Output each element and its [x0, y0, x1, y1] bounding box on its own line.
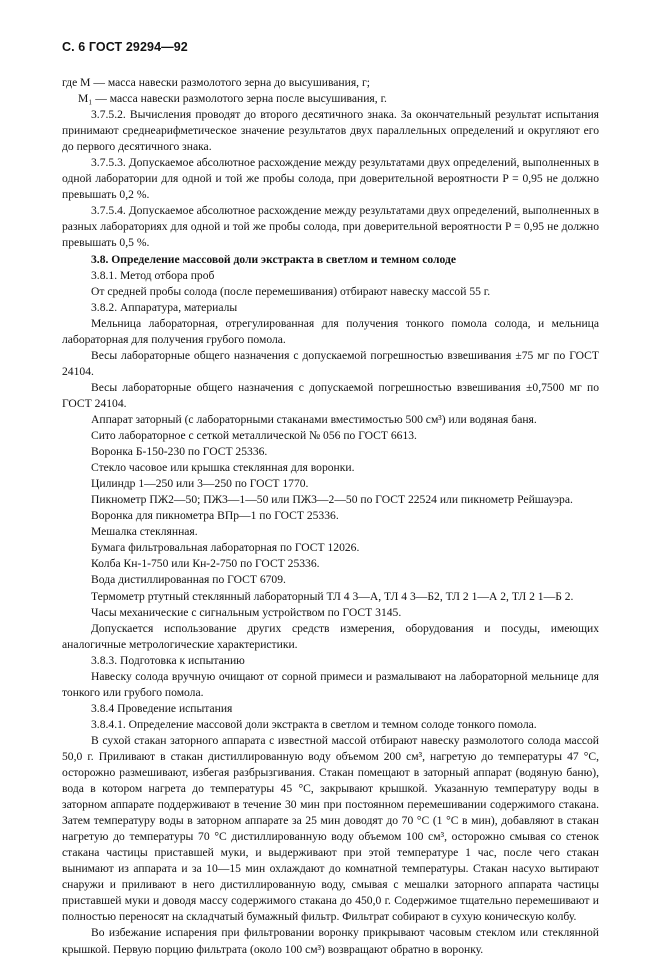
paragraph: Воронка Б-150-230 по ГОСТ 25336.	[91, 445, 268, 459]
page-header: С. 6 ГОСТ 29294—92	[62, 40, 188, 54]
paragraph: Мельница лабораторная, отрегулированная для получения тонкого помола солода, и мельница лабораторная для получения грубого помола.	[62, 316, 599, 346]
paragraph: 3.7.5.4. Допускаемое абсолютное расхождение между результатами двух определений, выполненных в разных лабораториях для одной и той же пробы солода, при доверительной вероятности P = 0,95 не должно превышать 0,5 %.	[62, 204, 599, 250]
paragraph: 3.8.3. Подготовка к испытанию	[91, 653, 245, 667]
paragraph: Пикнометр ПЖ2—50; ПЖ3—1—50 или ПЖ3—2—50 по ГОСТ 22524 или пикнометр Рейшауэра.	[91, 493, 573, 507]
paragraph: Навеску солода вручную очищают от сорной примеси и размалывают на лабораторной мельнице для тонкого или грубого помола.	[62, 669, 599, 699]
paragraph: 3.7.5.2. Вычисления проводят до второго десятичного знака. За окончательный результат испытания принимают среднеарифметическое значение результатов двух параллельных определений и округляют его до первого десятичного знака.	[62, 108, 599, 154]
paragraph: В сухой стакан заторного аппарата с известной массой отбирают навеску размолотого солода массой 50,0 г. Приливают в стакан дистиллированную воду объемом 200 см³, нагретую до температуры 47 °С, осторожно размешивают, избегая разбрызгивания. Стакан помещают в заторный аппарат (водяную баню), вода в котором нагрета до температуры 45 °С, закрывают крышкой. Указанную температуру воды в заторном аппарате поддерживают в течение 30 мин при постоянном перемешивании содержимого стакана. Затем температуру воды в заторном аппарате за 25 мин доводят до 70 °С (1 °С в мин), добавляют в стакан нагретую до температуры 70 °С дистиллированную воду объемом 100 см³, осторожно смывая со стенок стакана частицы приставшей муки, и выдерживают при этой температуре 1 час, после чего стакан вынимают из аппарата и за 10—15 мин охлаждают до комнатной температуры. Стакан насухо вытирают снаружи и приливают в него дистиллированную воду, смывая с мешалки заторного аппарата частицы приставшей муки и доводя массу содержимого стакана до 450,0 г. Содержимое тщательно перемешивают и полностью переносят на складчатый бумажный фильтр. Фильтрат собирают в сухую коническую колбу.	[62, 733, 599, 924]
paragraph: Воронка для пикнометра ВПр—1 по ГОСТ 25336.	[91, 509, 339, 523]
paragraph: Допускается использование других средств измерения, оборудования и посуды, имеющих аналогичные метрологические характеристики.	[62, 621, 599, 651]
paragraph: 3.8.1. Метод отбора проб	[91, 268, 215, 282]
paragraph: Весы лабораторные общего назначения с допускаемой погрешностью взвешивания ±0,7500 мг по ГОСТ 24104.	[62, 380, 599, 410]
document-body	[62, 75, 599, 958]
section-heading: 3.8. Определение массовой доли экстракта в светлом и темном солоде	[91, 252, 457, 266]
paragraph: Колба Кн-1-750 или Кн-2-750 по ГОСТ 25336.	[91, 557, 320, 571]
paragraph: Стекло часовое или крышка стеклянная для воронки.	[91, 461, 355, 475]
paragraph: Бумага фильтровальная лабораторная по ГОСТ 12026.	[91, 541, 360, 555]
paragraph: Вода дистиллированная по ГОСТ 6709.	[91, 573, 286, 587]
paragraph: Аппарат заторный (с лабораторными стаканами вместимостью 500 см³) или водяная баня.	[91, 412, 537, 426]
paragraph: От средней пробы солода (после перемешивания) отбирают навеску массой 55 г.	[91, 284, 491, 298]
paragraph: Термометр ртутный стеклянный лабораторный ТЛ 4 3—А, ТЛ 4 3—Б2, ТЛ 2 1—А 2, ТЛ 2 1—Б 2.	[91, 589, 574, 603]
paragraph: Во избежание испарения при фильтровании воронку прикрывают часовым стеклом или стеклянной крышкой. Первую порцию фильтрата (около 100 см³) возвращают обратно в воронку.	[62, 926, 599, 956]
paragraph: 3.8.4.1. Определение массовой доли экстракта в светлом и темном солоде тонкого помола.	[91, 717, 537, 731]
paragraph: Цилиндр 1—250 или 3—250 по ГОСТ 1770.	[91, 477, 309, 491]
paragraph: M₁ — масса навески размолотого зерна после высушивания, г.	[78, 92, 387, 106]
paragraph: Сито лабораторное с сеткой металлической № 056 по ГОСТ 6613.	[91, 429, 417, 443]
paragraph: Мешалка стеклянная.	[91, 525, 198, 539]
paragraph: Часы механические с сигнальным устройством по ГОСТ 3145.	[91, 605, 402, 619]
paragraph: 3.7.5.3. Допускаемое абсолютное расхождение между результатами двух определений, выполненных в одной лаборатории для одной и той же пробы солода, при доверительной вероятности P = 0,95 не должно превышать 0,2 %.	[62, 156, 599, 202]
paragraph: Весы лабораторные общего назначения с допускаемой погрешностью взвешивания ±75 мг по ГОСТ 24104.	[62, 348, 599, 378]
paragraph: 3.8.4 Проведение испытания	[91, 701, 233, 715]
paragraph: где M — масса навески размолотого зерна до высушивания, г;	[62, 76, 370, 89]
paragraph: 3.8.2. Аппаратура, материалы	[91, 300, 238, 314]
